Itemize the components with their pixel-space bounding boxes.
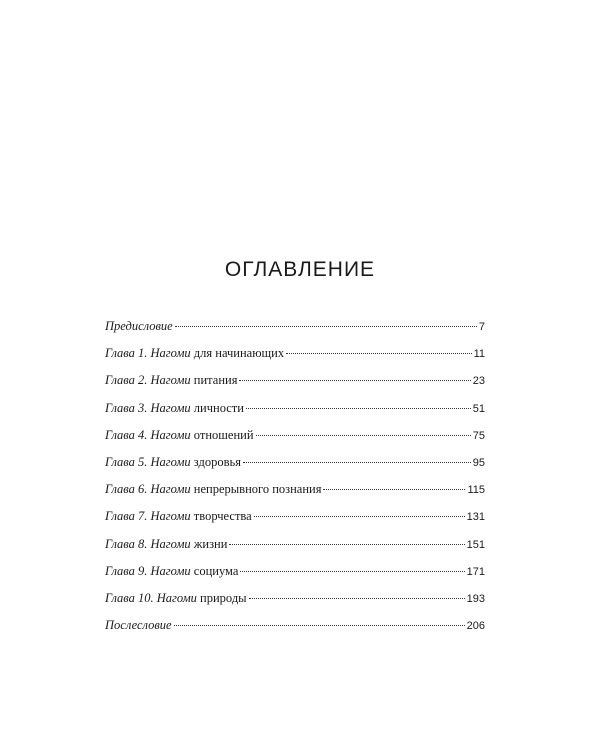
toc-page-number: 151	[466, 538, 485, 551]
toc-entry-title-rest: здоровья	[193, 454, 241, 469]
toc-entry-title-italic: Глава 7. Нагоми	[105, 509, 191, 524]
toc-entry-label	[105, 536, 227, 552]
toc-page-number: 7	[478, 321, 485, 333]
toc-page-number: 75	[472, 429, 485, 442]
toc-leader-dots	[246, 408, 471, 409]
toc-leader-dots	[240, 571, 464, 572]
toc-leader-dots	[249, 598, 465, 599]
toc-entry-label	[105, 372, 237, 388]
page-title: ОГЛАВЛЕНИЕ	[224, 258, 376, 281]
toc-page-number: 206	[466, 620, 485, 633]
toc-entry-title-italic: Глава 5. Нагоми	[105, 454, 191, 469]
toc-entry-label	[105, 454, 241, 470]
toc-entry-title-italic: Глава 2. Нагоми	[105, 373, 191, 388]
toc-entry-chapter-8	[105, 536, 485, 563]
toc-entry-label	[105, 481, 321, 497]
toc-entry-chapter-7	[105, 508, 485, 535]
toc-entry-title-rest: для начинающих	[193, 346, 285, 361]
toc-entry-preface	[105, 318, 485, 345]
toc-entry-afterword	[105, 617, 485, 644]
toc-entry-title-rest: природы	[200, 590, 247, 605]
toc-entry-chapter-1	[105, 345, 485, 372]
toc-entry-chapter-4	[105, 427, 485, 454]
toc-page-number: 171	[466, 565, 485, 578]
toc-leader-dots	[174, 625, 465, 626]
toc-entry-title-italic: Послесловие	[105, 618, 172, 633]
toc-page-number: 193	[466, 592, 485, 605]
toc-entry-title-rest: непрерывного познания	[193, 482, 322, 497]
toc-entry-label	[105, 563, 238, 579]
toc-entry-label	[105, 427, 254, 443]
toc-leader-dots	[323, 489, 465, 490]
toc-entry-chapter-9	[105, 563, 485, 590]
toc-entry-title-rest: отношений	[193, 427, 254, 442]
table-of-contents	[105, 318, 485, 644]
toc-entry-title-italic: Глава 8. Нагоми	[105, 536, 191, 551]
toc-entry-title-rest: жизни	[193, 536, 228, 551]
toc-page-number: 131	[466, 511, 485, 524]
toc-entry-title-italic: Глава 3. Нагоми	[105, 400, 191, 415]
toc-leader-dots	[175, 326, 477, 327]
toc-entry-chapter-3	[105, 400, 485, 427]
toc-entry-title-italic: Глава 9. Нагоми	[105, 563, 191, 578]
toc-entry-title-italic: Глава 1. Нагоми	[105, 346, 191, 361]
toc-entry-chapter-6	[105, 481, 485, 508]
toc-leader-dots	[286, 353, 471, 354]
toc-leader-dots	[229, 544, 464, 545]
toc-entry-title-rest: творчества	[193, 509, 252, 524]
toc-entry-label	[105, 318, 173, 334]
toc-entry-title-italic: Глава 6. Нагоми	[105, 482, 191, 497]
toc-entry-label	[105, 400, 244, 416]
toc-entry-title-italic: Глава 4. Нагоми	[105, 427, 191, 442]
toc-page-number: 11	[473, 348, 485, 361]
toc-entry-title-italic: Глава 10. Нагоми	[105, 590, 197, 605]
toc-entry-chapter-10	[105, 590, 485, 617]
toc-entry-label	[105, 590, 247, 606]
toc-leader-dots	[243, 462, 471, 463]
toc-page-number: 115	[467, 484, 485, 497]
toc-entry-title-rest: питания	[193, 373, 238, 388]
toc-leader-dots	[239, 380, 470, 381]
toc-entry-label	[105, 345, 284, 361]
toc-page-number: 95	[472, 456, 485, 469]
toc-page-number: 23	[472, 375, 485, 388]
toc-entry-title-italic: Предисловие	[105, 319, 173, 333]
toc-entry-chapter-2	[105, 372, 485, 399]
toc-entry-title-rest: личности	[193, 400, 244, 415]
toc-page-number: 51	[472, 402, 485, 415]
toc-entry-label	[105, 617, 172, 633]
toc-entry-chapter-5	[105, 454, 485, 481]
toc-entry-title-rest: социума	[193, 563, 239, 578]
toc-leader-dots	[254, 516, 465, 517]
toc-leader-dots	[256, 435, 471, 436]
toc-entry-label	[105, 508, 252, 524]
